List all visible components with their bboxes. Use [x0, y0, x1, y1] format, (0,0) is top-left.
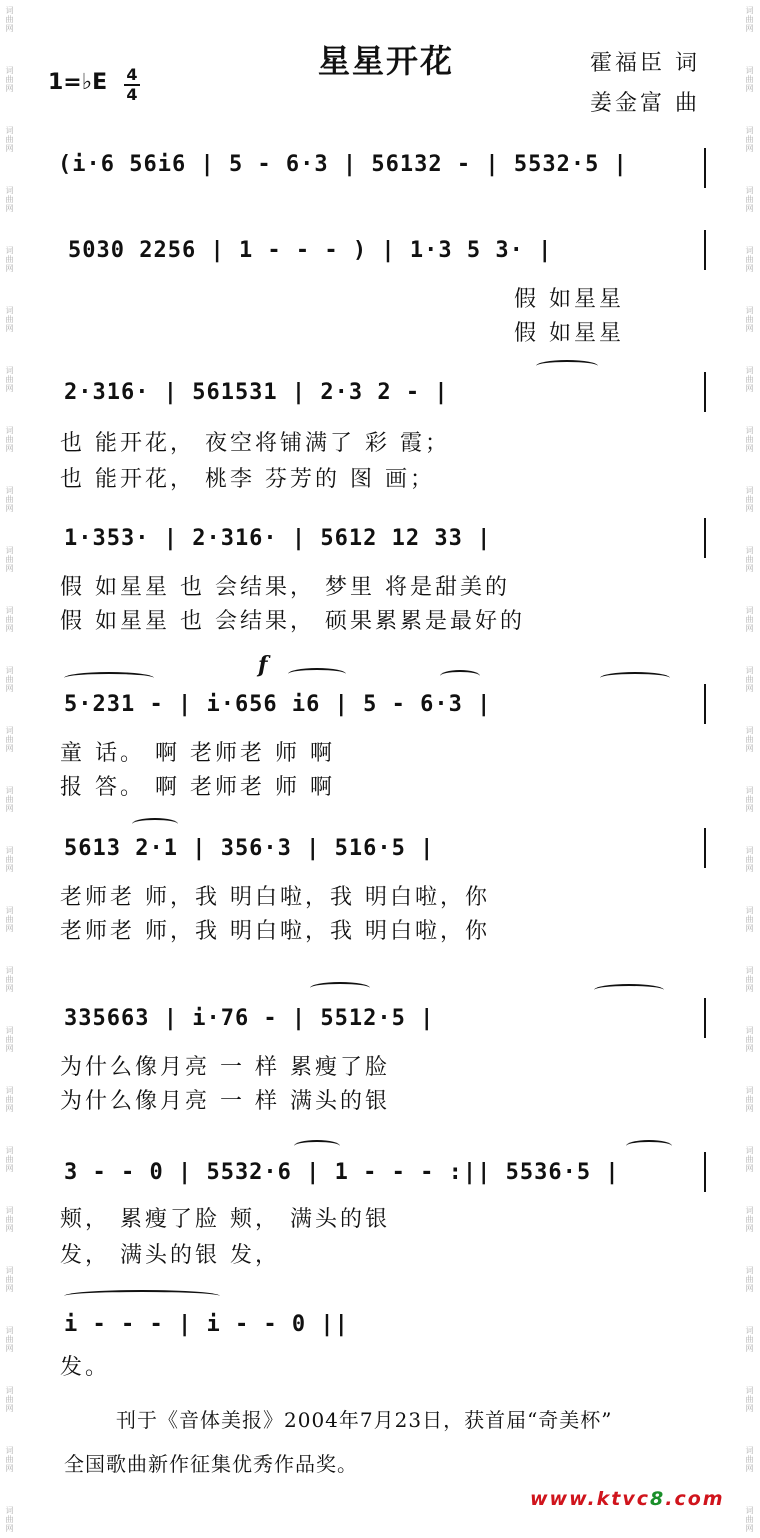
- notation-line-5: 5·231 - | i·656 i6 | 5 - 6·3 |: [64, 692, 492, 717]
- watermark-text: 词曲网: [745, 1266, 754, 1293]
- watermark-text: 词曲网: [745, 966, 754, 993]
- notation-line-3: 2·316· | 561531 | 2·3 2 - |: [64, 380, 449, 405]
- watermark-text: 词曲网: [745, 1326, 754, 1353]
- watermark-text: 词曲网: [745, 126, 754, 153]
- watermark-text: 词曲网: [745, 1086, 754, 1113]
- lyric-line-9: 发。: [60, 1355, 111, 1380]
- left-watermark-strip: [0, 0, 20, 1538]
- watermark-text: 词曲网: [745, 606, 754, 633]
- watermark-text: 词曲网: [5, 246, 14, 273]
- key-signature: 1=♭E: [48, 70, 108, 95]
- watermark-text: 词曲网: [745, 786, 754, 813]
- watermark-text: 词曲网: [5, 1206, 14, 1233]
- slur: [594, 984, 664, 996]
- barline: [704, 1152, 706, 1192]
- slur: [310, 982, 370, 994]
- watermark-text: 词曲网: [745, 1026, 754, 1053]
- lyric-line-6-verse-2: 老师老 师，我 明白啦，我 明白啦，你: [60, 919, 490, 944]
- watermark-text: 词曲网: [745, 726, 754, 753]
- award-note: 全国歌曲新作征集优秀作品奖。: [64, 1452, 358, 1476]
- watermark-text: 词曲网: [5, 126, 14, 153]
- lyric-line-2-verse-1: 假 如星星: [514, 287, 624, 312]
- watermark-text: 词曲网: [745, 186, 754, 213]
- watermark-text: 词曲网: [5, 1086, 14, 1113]
- slur: [626, 1140, 672, 1152]
- notation-line-6: 5613 2·1 | 356·3 | 516·5 |: [64, 836, 435, 861]
- watermark-text: 词曲网: [745, 6, 754, 33]
- composer-credit: 姜金富 曲: [590, 91, 700, 116]
- watermark-text: 词曲网: [5, 306, 14, 333]
- watermark-text: 词曲网: [745, 1446, 754, 1473]
- watermark-text: 词曲网: [745, 1386, 754, 1413]
- watermark-text: 词曲网: [5, 1146, 14, 1173]
- watermark-text: 词曲网: [5, 846, 14, 873]
- watermark-text: 词曲网: [5, 546, 14, 573]
- watermark-text: 词曲网: [745, 906, 754, 933]
- watermark-text: 词曲网: [5, 786, 14, 813]
- lyric-line-6-verse-1: 老师老 师，我 明白啦，我 明白啦，你: [60, 885, 490, 910]
- watermark-text: 词曲网: [5, 1386, 14, 1413]
- site-url-suffix: .com: [665, 1488, 725, 1510]
- watermark-text: 词曲网: [5, 1326, 14, 1353]
- watermark-text: 词曲网: [5, 666, 14, 693]
- slur: [294, 1140, 340, 1152]
- barline: [704, 998, 706, 1038]
- lyricist-credit: 霍福臣 词: [590, 51, 700, 76]
- watermark-text: 词曲网: [745, 306, 754, 333]
- barline: [704, 230, 706, 270]
- lyric-line-5-verse-1: 童 话。 啊 老师老 师 啊: [60, 741, 335, 766]
- lyric-line-7-verse-2: 为什么像月亮 一 样 满头的银: [60, 1089, 390, 1114]
- lyric-line-4-verse-1: 假 如星星 也 会结果， 梦里 将是甜美的: [60, 575, 510, 600]
- right-watermark-strip: [740, 0, 760, 1538]
- watermark-text: 词曲网: [5, 606, 14, 633]
- slur: [600, 672, 670, 684]
- notation-line-2: 5030 2256 | 1 - - - ) | 1·3 5 3· |: [68, 238, 553, 263]
- watermark-text: 词曲网: [5, 186, 14, 213]
- barline: [704, 828, 706, 868]
- barline: [704, 372, 706, 412]
- watermark-text: 词曲网: [745, 846, 754, 873]
- slur: [440, 670, 480, 682]
- watermark-text: 词曲网: [5, 906, 14, 933]
- watermark-text: 词曲网: [745, 66, 754, 93]
- watermark-text: 词曲网: [5, 426, 14, 453]
- lyric-line-5-verse-2: 报 答。 啊 老师老 师 啊: [60, 775, 335, 800]
- barline: [704, 148, 706, 188]
- watermark-text: 词曲网: [5, 486, 14, 513]
- barline: [704, 684, 706, 724]
- publication-note: 刊于《音体美报》2004年7月23日，获首届“奇美杯”: [116, 1408, 613, 1432]
- slur: [288, 668, 346, 680]
- site-url-digit: 8: [650, 1488, 666, 1510]
- watermark-text: 词曲网: [5, 1026, 14, 1053]
- slur: [64, 672, 154, 684]
- notation-line-9: i - - - | i - - 0 ||: [64, 1312, 349, 1337]
- lyric-line-4-verse-2: 假 如星星 也 会结果， 硕果累累是最好的: [60, 609, 525, 634]
- watermark-text: 词曲网: [5, 66, 14, 93]
- lyric-line-3-verse-1: 也 能开花， 夜空将铺满了 彩 霞；: [60, 431, 450, 456]
- watermark-text: 词曲网: [5, 1446, 14, 1473]
- slur: [132, 818, 178, 830]
- slur: [536, 360, 598, 372]
- watermark-text: 词曲网: [5, 1506, 14, 1533]
- watermark-text: 词曲网: [5, 1266, 14, 1293]
- slur: [64, 1290, 220, 1302]
- watermark-text: 词曲网: [5, 966, 14, 993]
- watermark-text: 词曲网: [5, 6, 14, 33]
- time-signature-top: 4: [126, 65, 138, 84]
- watermark-text: 词曲网: [745, 426, 754, 453]
- watermark-text: 词曲网: [745, 546, 754, 573]
- site-url-prefix: www.ktvc: [530, 1488, 651, 1510]
- watermark-text: 词曲网: [745, 486, 754, 513]
- site-url: [530, 1488, 725, 1510]
- watermark-text: 词曲网: [745, 666, 754, 693]
- time-signature-bottom: 4: [126, 85, 138, 104]
- song-title: 星星开花: [318, 42, 455, 80]
- lyric-line-3-verse-2: 也 能开花， 桃李 芬芳的 图 画；: [60, 467, 435, 492]
- time-signature: [124, 66, 140, 104]
- dynamic-marking: f: [258, 652, 268, 678]
- lyric-line-7-verse-1: 为什么像月亮 一 样 累瘦了脸: [60, 1055, 390, 1080]
- notation-line-4: 1·353· | 2·316· | 5612 12 33 |: [64, 526, 492, 551]
- lyric-line-8-verse-1: 颊， 累瘦了脸 颊， 满头的银: [60, 1207, 390, 1232]
- notation-line-8: 3 - - 0 | 5532·6 | 1 - - - :|| 5536·5 |: [64, 1160, 620, 1185]
- watermark-text: 词曲网: [745, 1506, 754, 1533]
- lyric-line-2-verse-2: 假 如星星: [514, 321, 624, 346]
- watermark-text: 词曲网: [745, 366, 754, 393]
- watermark-text: 词曲网: [745, 1206, 754, 1233]
- watermark-text: 词曲网: [745, 1146, 754, 1173]
- lyric-line-8-verse-2: 发， 满头的银 发，: [60, 1243, 280, 1268]
- notation-line-7: 335663 | i·76 - | 5512·5 |: [64, 1006, 435, 1031]
- barline: [704, 518, 706, 558]
- watermark-text: 词曲网: [5, 366, 14, 393]
- watermark-text: 词曲网: [5, 726, 14, 753]
- notation-line-1: (i·6 56i6 | 5 - 6·3 | 56132 - | 5532·5 |: [58, 152, 628, 177]
- watermark-text: 词曲网: [745, 246, 754, 273]
